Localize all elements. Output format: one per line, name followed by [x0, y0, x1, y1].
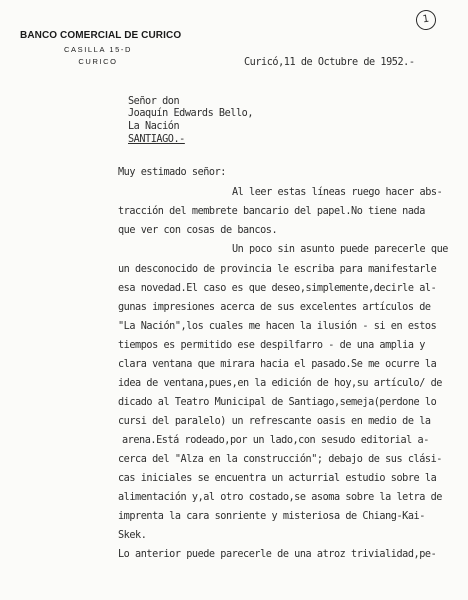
body-line: cas iniciales se encuentra un acturrial estudio sobre la: [118, 473, 437, 484]
body-line: "La Nación",los cuales me hacen la ilusión - si en estos: [118, 321, 437, 332]
address-title: Señor don: [128, 96, 180, 107]
address-name: Joaquín Edwards Bello,: [128, 108, 254, 119]
body-line: cursi del paralelo) un refrescante oasis en medio de la: [118, 416, 431, 427]
address-org: La Nación: [128, 121, 180, 132]
body-line: Skek.: [118, 530, 147, 541]
body-line: Al leer estas líneas ruego hacer abs-: [232, 187, 443, 198]
date-line: Curicó,11 de Octubre de 1952.-: [244, 57, 415, 68]
body-line: cerca del "Alza en la construcción"; debajo de sus clási-: [118, 454, 442, 465]
body-line: que ver con cosas de bancos.: [118, 225, 278, 236]
body-line: imprenta la cara sonriente y misteriosa de Chiang-Kai-: [118, 511, 425, 522]
page-number: 1: [415, 9, 438, 32]
body-line: gunas impresiones acerca de sus excelentes artículos de: [118, 302, 431, 313]
greeting: Muy estimado señor:: [118, 167, 226, 178]
body-line: Lo anterior puede parecerle de una atroz trivialidad,pe-: [118, 549, 437, 560]
letterhead-city: CURICO: [78, 57, 118, 66]
body-line: idea de ventana,pues,en la edición de hoy,su artículo/ de: [118, 378, 442, 389]
body-line: esa novedad.El caso es que deseo,simplemente,decirle al-: [118, 283, 437, 294]
postal-box: CASILLA 15-D: [64, 45, 132, 54]
body-line: tracción del membrete bancario del papel.No tiene nada: [118, 206, 425, 217]
body-line: tiempos es permitido ese despilfarro - de una amplia y: [118, 340, 425, 351]
body-line: clara ventana que mirara hacia el pasado.Se me ocurre la: [118, 359, 437, 370]
body-line: alimentación y,al otro costado,se asoma sobre la letra de: [118, 492, 442, 503]
address-city: SANTIAGO.-: [128, 134, 185, 145]
body-line: un desconocido de provincia le escriba para manifestarle: [118, 264, 437, 275]
letterhead: [20, 30, 182, 66]
body-line: arena.Está rodeado,por un lado,con sesudo editorial a-: [122, 435, 429, 446]
bank-name: BANCO COMERCIAL DE CURICO: [20, 30, 182, 41]
body-line: dicado al Teatro Municipal de Santiago,semeja(perdone lo: [118, 397, 437, 408]
body-line: Un poco sin asunto puede parecerle que: [232, 244, 448, 255]
